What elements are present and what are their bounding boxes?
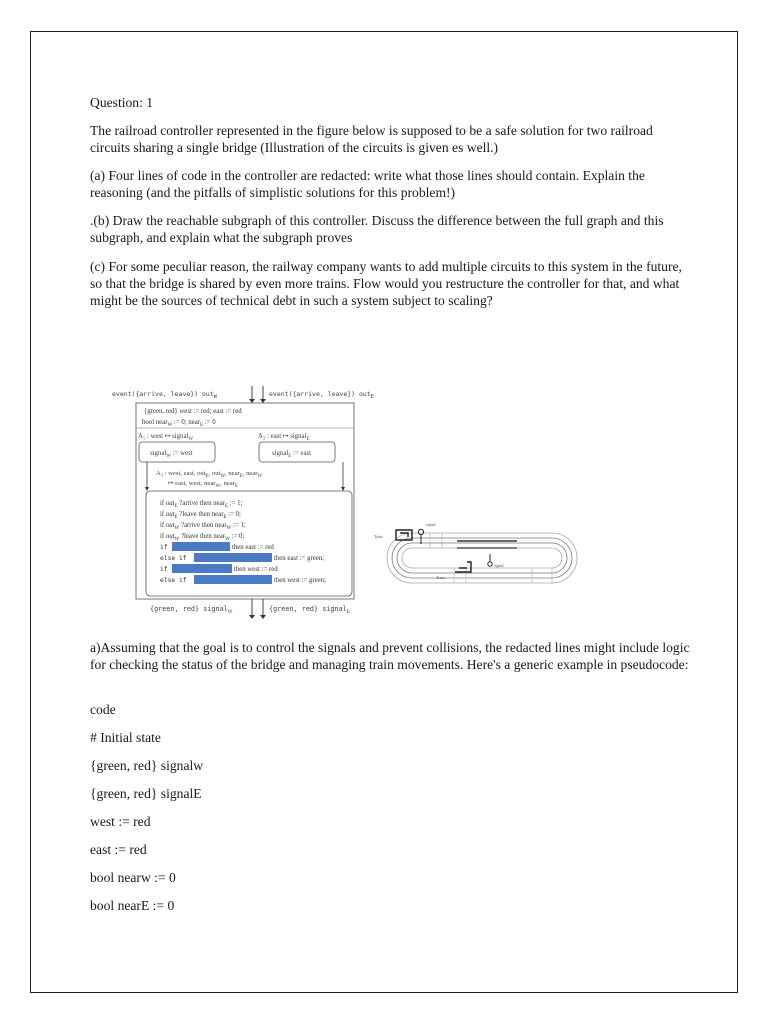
redaction-block xyxy=(194,553,272,562)
answer-line: west := red xyxy=(90,814,151,829)
declaration-1: {green, red} west := red; east := red xyxy=(144,408,242,415)
assignment-a1: A₁ : west ↦ signal$_W$ xyxy=(138,433,194,442)
signal-e-label: signal xyxy=(494,563,504,568)
assignment-a3-line2: ↦ east, west, near$_W$, near$_E$ xyxy=(168,480,238,489)
answer-line: {green, red} signalw xyxy=(90,758,204,773)
redacted-line-prefix: if xyxy=(160,566,168,573)
code-line: if out$_W$ ?leave then near$_W$ := 0; xyxy=(160,533,245,542)
assignment-a2: A₂ : east ↦ signal$_E$ xyxy=(258,433,310,442)
redaction-block xyxy=(194,575,272,584)
code-line: if out$_E$ ?arrive then near$_E$ := 1; xyxy=(160,500,243,509)
redacted-line-suffix: then east := green; xyxy=(274,555,325,562)
redacted-line-prefix: else if xyxy=(160,577,187,584)
redacted-line-prefix: if xyxy=(160,544,168,551)
code-line: if out$_E$ ?leave then near$_E$ := 0; xyxy=(160,511,241,520)
paragraph-part-c: (c) For some peculiar reason, the railway company wants to add multiple circuits to this system in the future, so that the bridge is shared by even more trains. Flow would you restructure the controller for that, and what might be the sources of technical debt in such a system subject to scaling? xyxy=(90,259,682,308)
redacted-line-suffix: then west := green; xyxy=(274,577,326,584)
train-e-icon xyxy=(455,562,471,572)
answer-line: code xyxy=(90,702,116,717)
answer-line: east := red xyxy=(90,842,147,857)
question-heading: Question: 1 xyxy=(90,95,154,110)
signal-e-assign: signal$_E$ := east xyxy=(272,450,311,459)
answer-line: bool nearE := 0 xyxy=(90,898,175,913)
controller-figure xyxy=(112,386,684,622)
output-left-label: {green, red} signal$_W$ xyxy=(150,605,233,615)
code-line: if out$_W$ ?arrive then near$_W$ := 1; xyxy=(160,522,246,531)
redacted-line-prefix: else if xyxy=(160,555,187,562)
signal-w-icon xyxy=(418,529,423,534)
input-left-label: event({arrive, leave}) out$_W$ xyxy=(112,390,217,400)
redaction-block xyxy=(172,542,230,551)
input-right-label: event({arrive, leave}) out$_E$ xyxy=(269,390,374,400)
signal-w-label: signal xyxy=(426,522,436,527)
answer-line: # Initial state xyxy=(90,730,161,745)
train-e-label: Train xyxy=(436,575,445,580)
answer-line: bool nearw := 0 xyxy=(90,870,176,885)
redacted-line-suffix: then west := red xyxy=(234,566,278,573)
output-right-label: {green, red} signal$_E$ xyxy=(269,605,350,615)
signal-w-assign: signal$_W$ := west xyxy=(150,450,193,459)
track-illustration xyxy=(387,533,577,583)
paragraph-part-b: .(b) Draw the reachable subgraph of this controller. Discuss the difference between the full graph and this subgraph, and explain what the subgraph proves xyxy=(90,213,664,245)
assignment-a3-line1: A₃ : west, east, out$_E$, out$_W$, near$_E$, near$_W$ xyxy=(156,470,263,479)
redacted-line-suffix: then east := red xyxy=(232,544,274,551)
train-w-label: Train xyxy=(374,534,383,539)
answer-intro: a)Assuming that the goal is to control the signals and prevent collisions, the redacted lines might include logic for checking the status of the bridge and managing train movements. Here's a generic example in pseudocode: xyxy=(90,640,690,672)
paragraph-part-a: (a) Four lines of code in the controller are redacted: write what those lines should contain. Explain the reasoning (and the pitfalls of simplistic solutions for this problem!) xyxy=(90,168,645,200)
redaction-block xyxy=(172,564,232,573)
answer-line: {green, red} signalE xyxy=(90,786,202,801)
paragraph-intro: The railroad controller represented in the figure below is supposed to be a safe solution for two railroad circuits sharing a single bridge (Illustration of the circuits is given es well.) xyxy=(90,123,653,155)
signal-e-icon xyxy=(488,562,492,566)
declaration-2: bool near$_W$ := 0; near$_E$ := 0 xyxy=(142,419,216,428)
